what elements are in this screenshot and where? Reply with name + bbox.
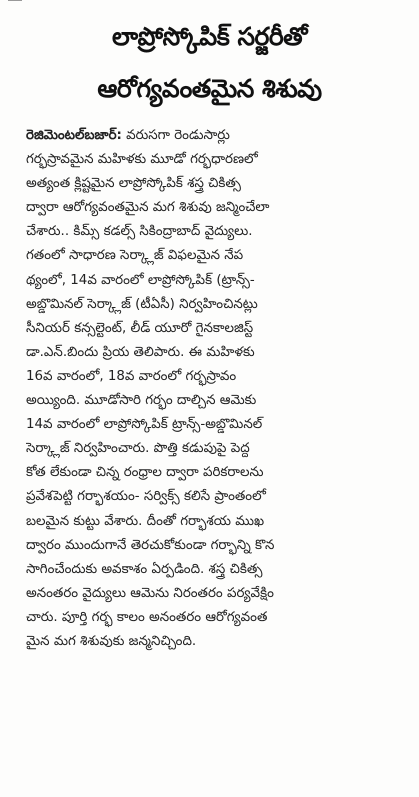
headline-line-2: ఆరోగ్యవంతమైన శిశువు [97,74,322,103]
body-line: బలమైన కుట్టు వేశారు. దీంతో గర్భాశయ ముఖ [26,513,265,529]
body-line: గతంలో సాధారణ సెర్క్లాజ్ విఫలమైన నేప [26,248,244,264]
body-line: ప్రవేశపెట్టి గర్భాశయం- సర్విక్స్ కలిసే ప్రాంతంలో [26,489,266,505]
clipping-edge-mark [8,0,22,4]
body-line: సాగించేందుకు అవకాశం ఏర్పడింది. శస్త్ర చికిత్స [26,561,263,577]
body-line: చారు. పూర్తి గర్భ కాలం అనంతరం ఆరోగ్యవంత [26,609,268,625]
body-line: అయ్యింది. మూడోసారి గర్భం దాల్చిన ఆమెకు [26,393,257,409]
body-line: ద్వారా ఆరోగ్యవంతమైన మగ శిశువు జన్మించేలా [26,200,270,216]
body-line: థ్యంలో, 14వ వారంలో లాప్రోస్కోపిక్ (ట్రాన్స్- [26,272,255,288]
body-line: 14వ వారంలో లాప్రోస్కోపిక్ ట్రాన్స్-అబ్డొమినల్ [26,417,263,433]
article-body [26,124,412,654]
body-line: గర్భస్రావమైన మహిళకు మూడో గర్భధారణలో [26,152,258,168]
body-line: చేశారు.. కిమ్స్ కడల్స్ సికింద్రాబాద్ వైద్యులు. [26,224,253,240]
body-line: సీనియర్ కన్సల్టెంట్, లీడ్ యూరో గైనకాలజిస్ట్ [26,320,254,336]
dateline: రెజిమెంటల్‌బజార్: [26,128,122,143]
body-line: సెర్క్లాజ్ నిర్వహించారు. పొత్తి కడుపుపై పెద్ద [26,441,250,457]
body-line-text: వరుసగా రెండుసార్లు [121,128,230,143]
body-line: కోత లేకుండా చిన్న రంధ్రాల ద్వారా పరికరాలను [26,465,264,481]
body-line: 16వ వారంలో, 18వ వారంలో గర్భస్రావం [26,368,237,384]
body-line: అబ్డొమినల్ సెర్క్లాజ్ (టీఏసీ) నిర్వహించినట్లు [26,296,258,312]
body-line [26,124,412,148]
body-line: మైన మగ శిశువుకు జన్మనిచ్చింది. [26,633,197,649]
body-line: అనంతరం వైద్యులు ఆమెను నిరంతరం పర్యవేక్షిం [26,585,274,601]
headline-line-1: లాప్రోస్కోపిక్ సర్జరీతో [111,22,308,51]
body-line: ద్వారం ముందుగానే తెరచుకోకుండా గర్భాన్ని కొన [26,537,275,553]
body-line: డా.ఎన్.బిందు ప్రియ తెలిపారు. ఈ మహిళకు [26,344,255,360]
body-line: అత్యంత క్లిష్టమైన లాప్రోస్కోపిక్ శస్త్ర చికిత్స [26,176,241,192]
